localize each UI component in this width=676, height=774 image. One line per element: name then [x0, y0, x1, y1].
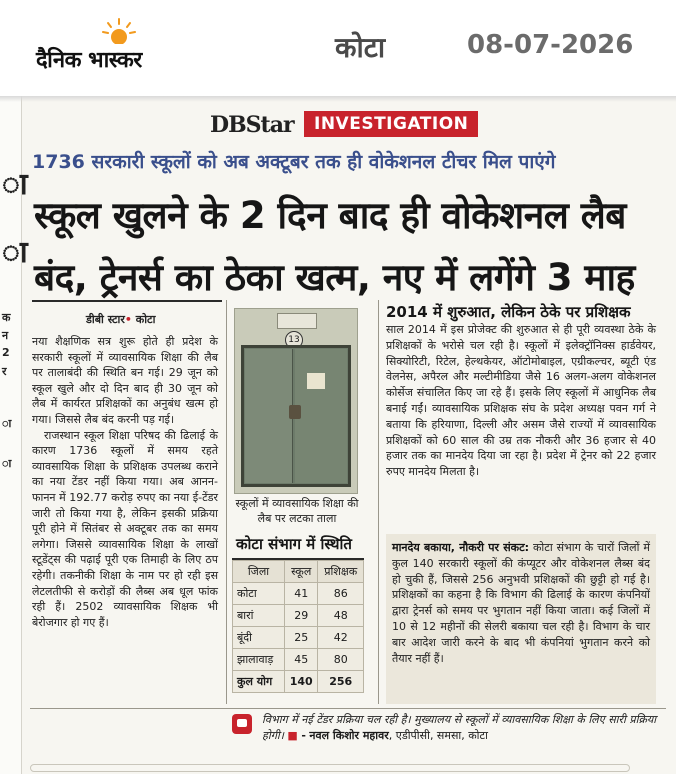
- headline-line-1: स्कूल खुलने के 2 दिन बाद ही वोकेशनल लैब: [34, 194, 626, 237]
- quote-person: नवल किशोर महावर: [309, 729, 389, 742]
- trainers-cell: 86: [318, 583, 364, 605]
- strip-fragment: न: [2, 329, 9, 342]
- quote-text: विभाग में नई टेंडर प्रक्रिया चल रही है। मुख्यालय से स्कूलों में व्यावसायिक शिक्षा के लिए सारी प्रक्रिया होगी।: [262, 713, 657, 742]
- table-row: [233, 605, 364, 627]
- strip-fragment: क: [2, 311, 11, 324]
- paragraph: राजस्थान स्कूल शिक्षा परिषद की ढिलाई के कारण 1736 स्कूलों में समय रहते व्यावसायिक शिक्षा के प्रशिक्षक उपलब्ध कराने का नया टेंडर नहीं किया गया। अब आनन-फानन में 192.77 करोड़ रुपए का नया ई-टेंडर जारी तो किया गया है, लेकिन इसकी प्रक्रिया पूरी होने में सितंबर से अक्टूबर तक का समय लगेगा। जिससे व्यावसायिक शिक्षा के लाखों स्टूडेंट्स की पढ़ाई पूरी एक तिमाही के लिए ठप रहेगी। तकनीकी शिक्षा के नाम पर हो रही इस लेटलतीफी से करोड़ों की लैब्स अब धूल फांक रही हैं। 2502 व्यावसायिक शिक्षक भी बेरोजगार हो गए हैं।: [32, 428, 218, 629]
- byline: [86, 312, 155, 327]
- divider: [30, 708, 666, 709]
- edition-date[interactable]: 08-07-2026: [467, 30, 634, 60]
- highlight-box: [386, 534, 656, 704]
- district-cell: बारां: [233, 605, 285, 627]
- highlight-lead: मानदेय बकाया, नौकरी पर संकट:: [392, 541, 530, 554]
- schools-cell: 41: [284, 583, 318, 605]
- divider: [32, 300, 222, 302]
- quote-text-block: [262, 712, 662, 744]
- schools-cell: 45: [284, 649, 318, 671]
- table-total-row: [233, 671, 364, 693]
- headline-line-2: बंद, ट्रेनर्स का ठेका खत्म, नए में लगेंगे 3 माह: [34, 256, 635, 299]
- article-column-1: [32, 334, 218, 630]
- byline-city: कोटा: [135, 313, 156, 326]
- highlight-body: कोटा संभाग के चारों जिलों में कुल 140 सरकारी स्कूलों की कंप्यूटर और वोकेशनल लैब्स बंद हो चुकी हैं, जिससे 256 अनुभवी प्रशिक्षकों की छुट्टी हो गई है। प्रशिक्षकों का कहना है कि विभाग की ढिलाई के कारण कंपनियों द्वारा ट्रेनर्स को समय पर भुगतान नहीं किया जाता। कई जिलों में 10 से 12 महीनों की सेलरी बकाया चल रही है। विभाग के चार बार आदेश जारी करने के बाद भी कंपनियां भुगतान करने को तैयार नहीं हैं।: [392, 541, 650, 665]
- district-cell: बूंदी: [233, 627, 285, 649]
- adjacent-column-strip: [0, 96, 28, 774]
- next-article-edge: [30, 764, 630, 772]
- table-header-row: [233, 561, 364, 583]
- subsection-heading: 2014 में शुरुआत, लेकिन ठेके पर प्रशिक्षक: [386, 303, 631, 321]
- dbstar-brand: DBStar: [210, 112, 294, 138]
- column-divider: [226, 300, 227, 704]
- schools-cell: 29: [284, 605, 318, 627]
- door-sign: [277, 313, 317, 329]
- quote-role: , एडीपीसी, समसा, कोटा: [388, 729, 488, 742]
- table-row: [233, 627, 364, 649]
- padlock-icon: [289, 405, 301, 419]
- edition-city[interactable]: कोटा: [335, 31, 386, 64]
- total-label-cell: कुल योग: [233, 671, 285, 693]
- trainers-cell: 48: [318, 605, 364, 627]
- strip-fragment: ा: [2, 235, 28, 270]
- district-cell: कोटा: [233, 583, 285, 605]
- column-divider: [378, 300, 379, 704]
- epaper-page: [0, 96, 676, 774]
- locked-lab-photo[interactable]: [234, 308, 358, 494]
- stats-title: कोटा संभाग में स्थिति: [232, 534, 364, 560]
- quote-dash: -: [301, 729, 306, 742]
- district-cell: झालावाड़: [233, 649, 285, 671]
- strip-fragment: र: [2, 365, 7, 378]
- strip-fragment: ा: [2, 417, 12, 430]
- stats-table: [232, 560, 364, 693]
- strip-fragment: ा: [2, 457, 12, 470]
- strip-fragment: ा: [2, 167, 28, 202]
- column-header: प्रशिक्षक: [318, 561, 364, 583]
- investigation-tag: INVESTIGATION: [304, 111, 478, 137]
- table-row: [233, 649, 364, 671]
- stats-box: [232, 534, 364, 693]
- column-header: जिला: [233, 561, 285, 583]
- trainers-cell: 42: [318, 627, 364, 649]
- photo-caption: स्कूलों में व्यावसायिक शिक्षा की लैब पर लटका ताला: [235, 497, 359, 525]
- speech-bubble-icon: [232, 714, 252, 734]
- strip-fragment: 2: [2, 346, 10, 359]
- article-column-3: साल 2014 में इस प्रोजेक्ट की शुरुआत से ही पूरी व्यवस्था ठेके के प्रशिक्षकों के भरोसे चल रही है। स्कूलों में इलेक्ट्रॉनिक्स हार्डवेयर, सिक्योरिटी, रिटेल, हेल्थकेयर, ऑटोमोबाइल, एग्रीकल्चर, ब्यूटी एंड वेलनेस, अपैरल और मल्टीमीडिया जैसे 16 अलग-अलग वोकेशनल कोर्सेज संचालित किए जा रहे हैं। इसके लिए स्कूलों में आधुनिक लैब बनाई गईं। व्यावसायिक प्रशिक्षक संघ के प्रदेश अध्यक्ष पवन गर्ग ने बताया कि हरियाणा, दिल्ली और असम जैसे राज्यों में व्यावसायिक प्रशिक्षकों को 60 साल की उम्र तक नौकरी और 36 हजार से 40 हजार तक का मानदेय दिया जा रहा है। प्रदेश में ट्रेनर को 22 हजार रुपए मानदेय मिलता है।: [386, 323, 656, 479]
- sun-logo-icon: [102, 18, 136, 44]
- total-schools-cell: 140: [284, 671, 318, 693]
- door-left: [245, 349, 293, 483]
- byline-dot: •: [124, 313, 132, 326]
- paragraph: नया शैक्षणिक सत्र शुरू होते ही प्रदेश के सरकारी स्कूलों में व्यावसायिक शिक्षा की लैब पर तालाबंदी की स्थिति बन गई। 29 जून को स्कूल खुले और दो दिन बाद ही 30 जून को लैब में कार्यरत प्रशिक्षकों का अनुबंध खत्म हो गया। जिससे लैब बंद करनी पड़ गई।: [32, 335, 218, 426]
- table-row: [233, 583, 364, 605]
- notice-paper: [307, 373, 325, 389]
- byline-source: डीबी स्टार: [86, 313, 125, 326]
- brand-logo[interactable]: [36, 18, 206, 80]
- trainers-cell: 80: [318, 649, 364, 671]
- app-header: [0, 0, 676, 96]
- header-shadow: [0, 96, 676, 102]
- quote-marker: ■: [287, 729, 298, 742]
- column-header: स्कूल: [284, 561, 318, 583]
- article-kicker: 1736 सरकारी स्कूलों को अब अक्टूबर तक ही वोकेशनल टीचर मिल पाएंगे: [32, 151, 556, 173]
- logo-wordmark: दैनिक भास्कर: [36, 48, 142, 73]
- total-trainers-cell: 256: [318, 671, 364, 693]
- room-number: 13: [285, 331, 303, 349]
- schools-cell: 25: [284, 627, 318, 649]
- door-right: [295, 349, 347, 483]
